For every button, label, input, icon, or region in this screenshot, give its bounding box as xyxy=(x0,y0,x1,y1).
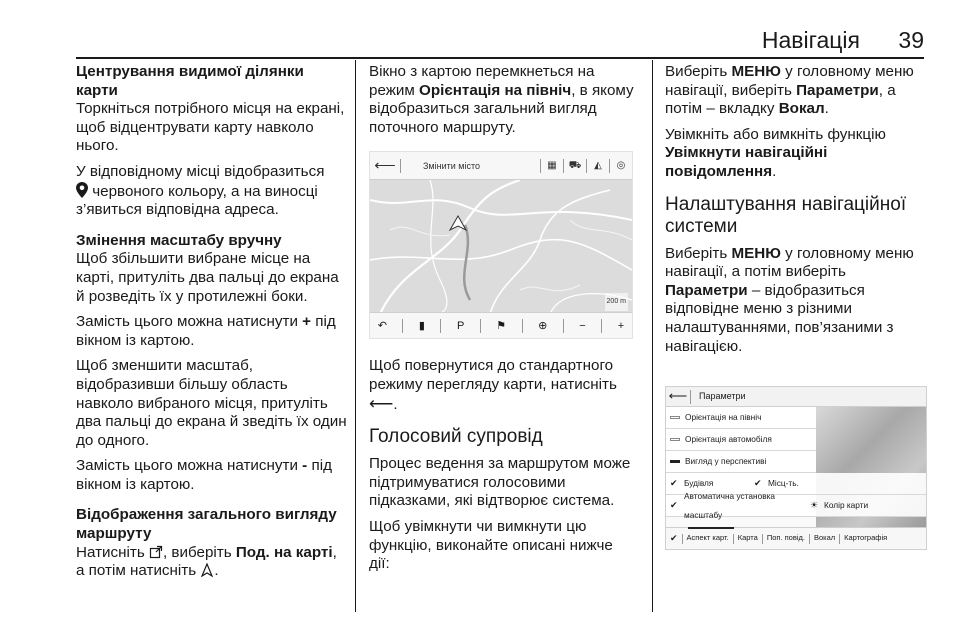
map-screenshot xyxy=(369,151,633,339)
settings-screenshot xyxy=(665,386,927,550)
grid-icon[interactable]: ▦ xyxy=(547,159,557,171)
column-1 xyxy=(76,63,348,588)
paragraph: Увімкніть або вимкніть функцію Увімкнути навігаційні повідомлення. xyxy=(665,125,886,180)
heading-zoom: Змінення масштабу вручну xyxy=(76,231,282,249)
heading-route-overview: Відображення загального вигляду маршруту xyxy=(76,506,337,543)
paragraph: Вікно з картою перемкнеться на режим Орієнтація на північ, в якому відобразиться загальний вигляд поточного маршруту. xyxy=(369,63,634,136)
column-divider-2 xyxy=(652,60,653,612)
settings-list xyxy=(666,407,926,520)
checkmark-icon[interactable]: ✔ xyxy=(670,533,678,544)
sun-icon: ☀ xyxy=(810,500,819,511)
toggle-on-icon xyxy=(670,460,680,463)
page-title: Навігація xyxy=(761,27,860,53)
toggle-off-icon xyxy=(670,438,680,441)
plus-symbol: + xyxy=(302,313,312,331)
tab-map[interactable]: Карта xyxy=(737,533,758,543)
setting-buildings-terrain[interactable]: ✔ Будівля ✔ Місц-ть. xyxy=(666,473,926,495)
paragraph: Щоб збільшити вибране місце на карті, притуліть два пальці до екрана й розведіть їх у протилежні боки. xyxy=(76,250,339,305)
zoom-in-icon[interactable]: ⊕ xyxy=(538,319,548,332)
tab-map-aspect[interactable]: Аспект карт. xyxy=(686,533,729,543)
settings-top-bar xyxy=(666,387,926,407)
heading-voice-guidance: Голосовий супровід xyxy=(369,426,543,448)
plus-icon[interactable]: + xyxy=(617,319,625,332)
page-number: 39 xyxy=(898,27,924,53)
parking-icon[interactable]: P xyxy=(456,319,465,332)
fuel-icon[interactable]: ▮ xyxy=(418,319,425,332)
column-divider-1 xyxy=(355,60,356,612)
settings-tabs xyxy=(666,527,926,549)
checkmark-icon: ✔ xyxy=(754,478,762,489)
paragraph: Натисніть , виберіть Под. на карті, а потім натисніть . xyxy=(76,543,337,580)
map-pin-icon xyxy=(76,182,88,198)
paragraph: Замість цього можна натиснути - під вікном із картою. xyxy=(76,457,332,493)
active-tab-indicator xyxy=(688,527,734,529)
paragraph: Щоб зменшити масштаб, відобразивши більшу область навколо вибраного місця, притуліть два пальці до екрана й зведіть їх один до одного. xyxy=(76,357,347,449)
map-top-bar xyxy=(370,152,632,180)
setting-north-up[interactable]: Орієнтація на північ xyxy=(666,407,816,429)
paragraph: Виберіть МЕНЮ у головному меню навігації, а потім виберіть Параметри – відобразиться відповідне меню з різними налаштуваннями, пов’язаними з навігацією. xyxy=(665,244,914,355)
minus-icon[interactable]: − xyxy=(579,319,586,332)
checkmark-icon: ✔ xyxy=(670,478,678,489)
back-arrow-icon[interactable]: ⟵ xyxy=(374,156,396,174)
car-icon[interactable]: ⛟ xyxy=(568,159,582,171)
settings-title: Параметри xyxy=(699,391,746,402)
paragraph: Щоб повернутися до стандартного режиму перегляду карти, натисніть ⟵. xyxy=(369,357,617,413)
map-scale: 200 m xyxy=(605,293,628,312)
map-options-icon xyxy=(149,545,163,559)
setting-heading-up[interactable]: Орієнтація автомобіля xyxy=(666,429,816,451)
setting-auto-zoom[interactable]: ✔ Автоматична установка масштабу ☀ Колір карти xyxy=(666,495,926,517)
minus-symbol: - xyxy=(302,457,308,475)
settings-icon[interactable]: ◎ xyxy=(616,159,626,171)
tab-voice[interactable]: Вокал xyxy=(813,533,836,543)
back-arrow-icon[interactable]: ⟵ xyxy=(668,388,688,404)
tab-cartography[interactable]: Картографія xyxy=(844,533,888,543)
undo-icon[interactable]: ↶ xyxy=(377,319,387,332)
paragraph: Торкніться потрібного місця на екрані, щоб відцентрувати карту навколо нього. xyxy=(76,100,345,155)
compass-icon[interactable]: ◭ xyxy=(594,159,602,171)
column-3 xyxy=(665,63,927,550)
change-city-label[interactable]: Змінити місто xyxy=(423,160,480,171)
route-overview-icon xyxy=(200,563,214,577)
paragraph: Замість цього можна натиснути + під вікном із картою. xyxy=(76,313,336,349)
page-header xyxy=(0,0,960,52)
heading-center-map: Центрування видимої ділянки карти xyxy=(76,63,304,99)
paragraph: Процес ведення за маршрутом може підтримуватися голосовими підказками, які відтворює система. xyxy=(369,455,631,510)
header-rule xyxy=(76,57,924,59)
map-roads xyxy=(370,180,632,314)
paragraph: Щоб увімкнути чи вимкнути цю функцію, виконайте описані нижче дії: xyxy=(369,517,613,573)
heading-nav-settings: Налаштування навігаційної системи xyxy=(665,193,907,237)
back-arrow-icon: ⟵ xyxy=(369,393,394,413)
paragraph: Виберіть МЕНЮ у головному меню навігації, виберіть Параметри, а потім – вкладку Вокал. xyxy=(665,63,914,118)
restaurant-icon[interactable]: ⚑ xyxy=(496,319,507,332)
map-view[interactable] xyxy=(370,180,632,314)
map-bottom-bar xyxy=(370,312,632,338)
setting-perspective[interactable]: Вигляд у перспективі xyxy=(666,451,816,473)
tab-popups[interactable]: Поп. повід. xyxy=(766,533,805,543)
checkmark-icon: ✔ xyxy=(670,500,678,511)
toggle-off-icon xyxy=(670,416,680,419)
paragraph: У відповідному місці відобразиться червоного кольору, а на виносці з’явиться відповідна адреса. xyxy=(76,162,325,219)
column-2 xyxy=(369,63,637,581)
